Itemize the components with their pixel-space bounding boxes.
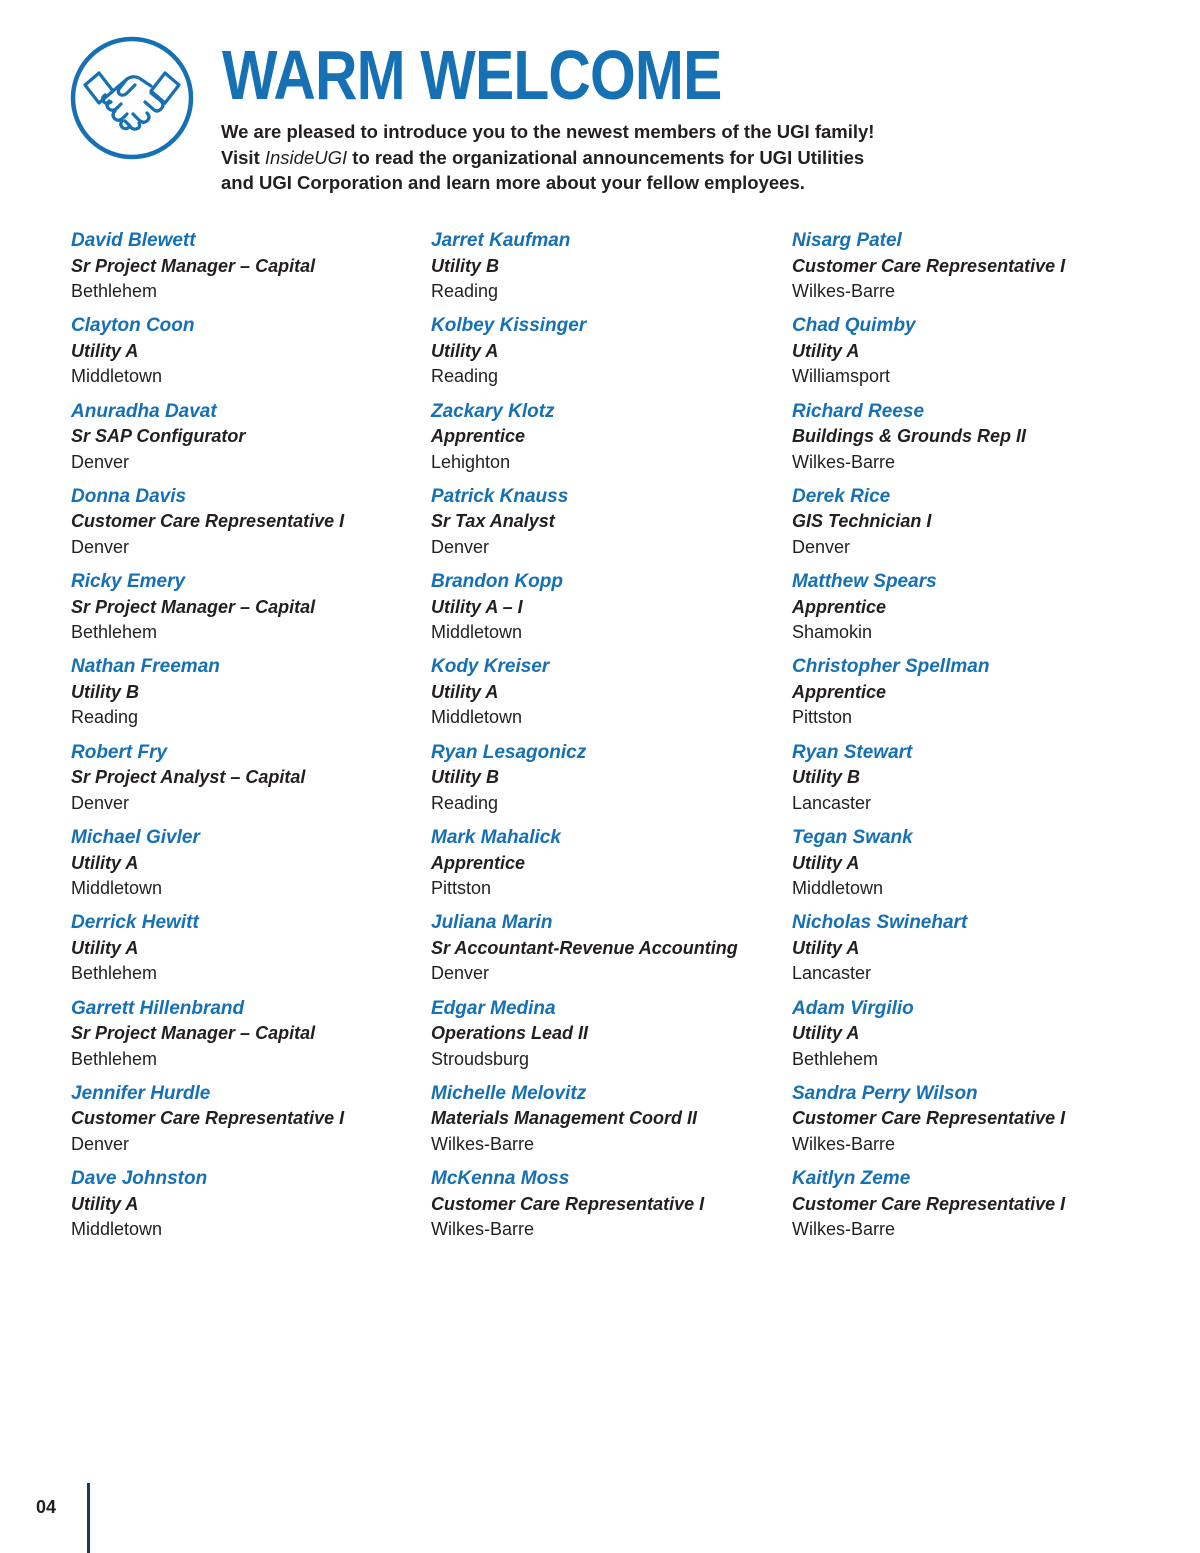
employee-name: Zackary Klotz [431, 400, 555, 422]
employee-name: Donna Davis [71, 485, 187, 507]
employee-location: Bethlehem [71, 622, 158, 643]
employee-entry [71, 228, 431, 313]
employee-location: Reading [71, 707, 139, 728]
employee-entry [71, 313, 431, 398]
employee-location: Wilkes-Barre [431, 1133, 535, 1154]
employee-location: Shamokin [792, 622, 873, 643]
employee-name: Michael Givler [71, 827, 200, 849]
employee-location: Lancaster [792, 963, 872, 984]
employee-name: Christopher Spellman [792, 656, 990, 678]
employee-name: Derek Rice [792, 485, 891, 507]
employee-name: Adam Virgilio [792, 997, 914, 1019]
employee-role: Sr Project Manager – Capital [71, 255, 316, 276]
employee-role: Sr Project Manager – Capital [71, 1023, 316, 1044]
employee-entry [792, 740, 1152, 825]
employee-name: Nathan Freeman [71, 656, 220, 678]
header-logo [69, 35, 195, 161]
employee-role: Utility A [792, 937, 860, 958]
employee-column-2 [431, 228, 791, 1252]
employee-entry [792, 228, 1152, 313]
employee-name: Patrick Knauss [431, 485, 569, 507]
employee-role: Sr Accountant-Revenue Accounting [431, 937, 738, 958]
employee-name: Dave Johnston [71, 1168, 208, 1190]
employee-name: Garrett Hillenbrand [71, 997, 245, 1019]
employee-role: GIS Technician I [792, 511, 932, 532]
employee-role: Sr Project Manager – Capital [71, 596, 316, 617]
employee-name: Ricky Emery [71, 571, 186, 593]
employee-location: Denver [71, 792, 130, 813]
employee-location: Reading [431, 792, 499, 813]
employee-role: Utility A [71, 340, 139, 361]
employee-entry [71, 740, 431, 825]
employee-location: Wilkes-Barre [792, 281, 896, 301]
insideugi-link[interactable]: InsideUGI [264, 146, 348, 168]
employee-location: Denver [71, 536, 130, 557]
employee-entry [792, 825, 1152, 910]
employee-role: Operations Lead II [431, 1023, 589, 1044]
employee-name: Matthew Spears [792, 571, 937, 593]
intro-line-3: and UGI Corporation and learn more about your fellow employees. [221, 172, 805, 193]
employee-role: Sr Project Analyst – Capital [71, 767, 306, 788]
employee-location: Denver [71, 1133, 130, 1154]
employee-entry [431, 569, 791, 654]
intro-line-1: We are pleased to introduce you to the newest members of the UGI family! [221, 121, 875, 142]
employee-location: Williamsport [792, 366, 891, 387]
employee-name: Clayton Coon [71, 315, 195, 337]
employee-location: Reading [431, 281, 499, 301]
employee-name: Richard Reese [792, 400, 925, 422]
employee-location: Wilkes-Barre [792, 451, 896, 472]
employee-location: Denver [431, 963, 490, 984]
intro-paragraph [221, 119, 941, 196]
employee-location: Wilkes-Barre [431, 1219, 535, 1240]
page-number: 04 [36, 1497, 57, 1517]
employee-entry [431, 399, 791, 484]
employee-entry [792, 910, 1152, 995]
employee-entry [431, 825, 791, 910]
employee-entry [71, 569, 431, 654]
employee-location: Reading [431, 366, 499, 387]
employee-entry [792, 996, 1152, 1081]
employee-entry [431, 740, 791, 825]
employee-role: Utility A [431, 340, 499, 361]
employee-entry [792, 1166, 1152, 1251]
employee-role: Utility A [71, 937, 139, 958]
employee-name: Edgar Medina [431, 997, 556, 1019]
employee-name: Nicholas Swinehart [792, 912, 968, 934]
employee-role: Utility A [792, 852, 860, 873]
employee-entry [431, 1166, 791, 1251]
employee-location: Lancaster [792, 792, 872, 813]
employee-name: Brandon Kopp [431, 571, 563, 593]
employee-location: Middletown [71, 878, 163, 899]
employee-entry [71, 1081, 431, 1166]
employee-name: Ryan Lesagonicz [431, 741, 587, 763]
employee-entry [71, 654, 431, 739]
employee-name: Kody Kreiser [431, 656, 550, 678]
employee-location: Denver [71, 451, 130, 472]
employee-role: Buildings & Grounds Rep II [792, 426, 1026, 447]
employee-role: Utility A [71, 852, 139, 873]
employee-name: Robert Fry [71, 741, 168, 763]
employee-role: Utility B [431, 255, 500, 276]
employee-name: Kolbey Kissinger [431, 315, 587, 337]
employee-role: Utility A [431, 681, 499, 702]
employee-role: Customer Care Representative I [71, 511, 345, 532]
employee-entry [71, 1166, 431, 1251]
employee-role: Sr Tax Analyst [431, 511, 555, 532]
employee-location: Wilkes-Barre [792, 1133, 896, 1154]
employee-column-1 [71, 228, 431, 1252]
employee-name: Sandra Perry Wilson [792, 1082, 978, 1104]
employee-role: Apprentice [431, 426, 526, 447]
employee-name: Ryan Stewart [792, 741, 913, 763]
employee-location: Denver [792, 536, 851, 557]
employee-location: Lehighton [431, 451, 511, 472]
employee-name: Nisarg Patel [792, 230, 902, 251]
employee-entry [431, 1081, 791, 1166]
employee-role: Materials Management Coord II [431, 1108, 698, 1129]
employee-entry [431, 910, 791, 995]
employee-location: Wilkes-Barre [792, 1219, 896, 1240]
employee-name: Jennifer Hurdle [71, 1082, 211, 1104]
employee-location: Bethlehem [71, 963, 158, 984]
employee-name: Derrick Hewitt [71, 912, 199, 934]
employee-role: Customer Care Representative I [71, 1108, 345, 1129]
employee-role: Utility A [792, 340, 860, 361]
employee-name: Tegan Swank [792, 827, 913, 849]
employee-entry [71, 825, 431, 910]
handshake-icon [69, 35, 195, 161]
employee-name: Juliana Marin [431, 912, 553, 934]
employee-name: Kaitlyn Zeme [792, 1168, 911, 1190]
employee-location: Pittston [431, 878, 492, 899]
employee-location: Bethlehem [71, 1048, 158, 1069]
employee-entry [792, 399, 1152, 484]
employee-role: Customer Care Representative I [792, 255, 1066, 276]
employee-location: Middletown [71, 1219, 163, 1240]
employee-name: Anuradha Davat [71, 400, 217, 422]
page-divider [87, 1483, 90, 1553]
employee-role: Sr SAP Configurator [71, 426, 246, 447]
employee-name: David Blewett [71, 230, 196, 251]
employee-column-3 [792, 228, 1152, 1252]
employee-role: Utility B [71, 681, 140, 702]
employee-location: Middletown [792, 878, 884, 899]
employee-role: Apprentice [431, 852, 526, 873]
employee-entry [71, 399, 431, 484]
employee-entry [431, 313, 791, 398]
employee-location: Pittston [792, 707, 853, 728]
employee-entry [792, 654, 1152, 739]
employee-role: Customer Care Representative I [431, 1193, 705, 1214]
employee-name: Chad Quimby [792, 315, 916, 337]
employee-location: Stroudsburg [431, 1048, 530, 1069]
employee-entry [792, 569, 1152, 654]
employee-name: Mark Mahalick [431, 827, 561, 849]
employee-entry [792, 313, 1152, 398]
employee-role: Utility A [792, 1023, 860, 1044]
employee-role: Utility B [792, 767, 861, 788]
employee-entry [431, 654, 791, 739]
employee-entry [71, 910, 431, 995]
employee-location: Bethlehem [71, 281, 158, 301]
employee-entry [71, 996, 431, 1081]
employee-name: Michelle Melovitz [431, 1082, 587, 1104]
intro-line-2 [221, 145, 941, 171]
employee-role: Utility B [431, 767, 500, 788]
employee-location: Middletown [431, 622, 523, 643]
employee-location: Bethlehem [792, 1048, 879, 1069]
employee-location: Middletown [71, 366, 163, 387]
page-title: WARM WELCOME [222, 36, 722, 114]
intro-line-2-suffix: to read the organizational announcements for UGI Utilities [347, 146, 865, 168]
employee-location: Denver [431, 536, 490, 557]
employee-role: Utility A [71, 1193, 139, 1214]
employee-entry [71, 484, 431, 569]
employee-role: Customer Care Representative I [792, 1193, 1066, 1214]
employee-name: Jarret Kaufman [431, 230, 571, 251]
intro-line-2-prefix: Visit [221, 146, 265, 168]
employee-location: Middletown [431, 707, 523, 728]
employee-entry [431, 996, 791, 1081]
employee-role: Utility A – I [431, 596, 523, 617]
employee-role: Customer Care Representative I [792, 1108, 1066, 1129]
employee-entry [431, 484, 791, 569]
employee-role: Apprentice [792, 596, 887, 617]
employee-entry [431, 228, 791, 313]
employee-entry [792, 484, 1152, 569]
employee-role: Apprentice [792, 681, 887, 702]
employee-name: McKenna Moss [431, 1168, 570, 1190]
employee-entry [792, 1081, 1152, 1166]
